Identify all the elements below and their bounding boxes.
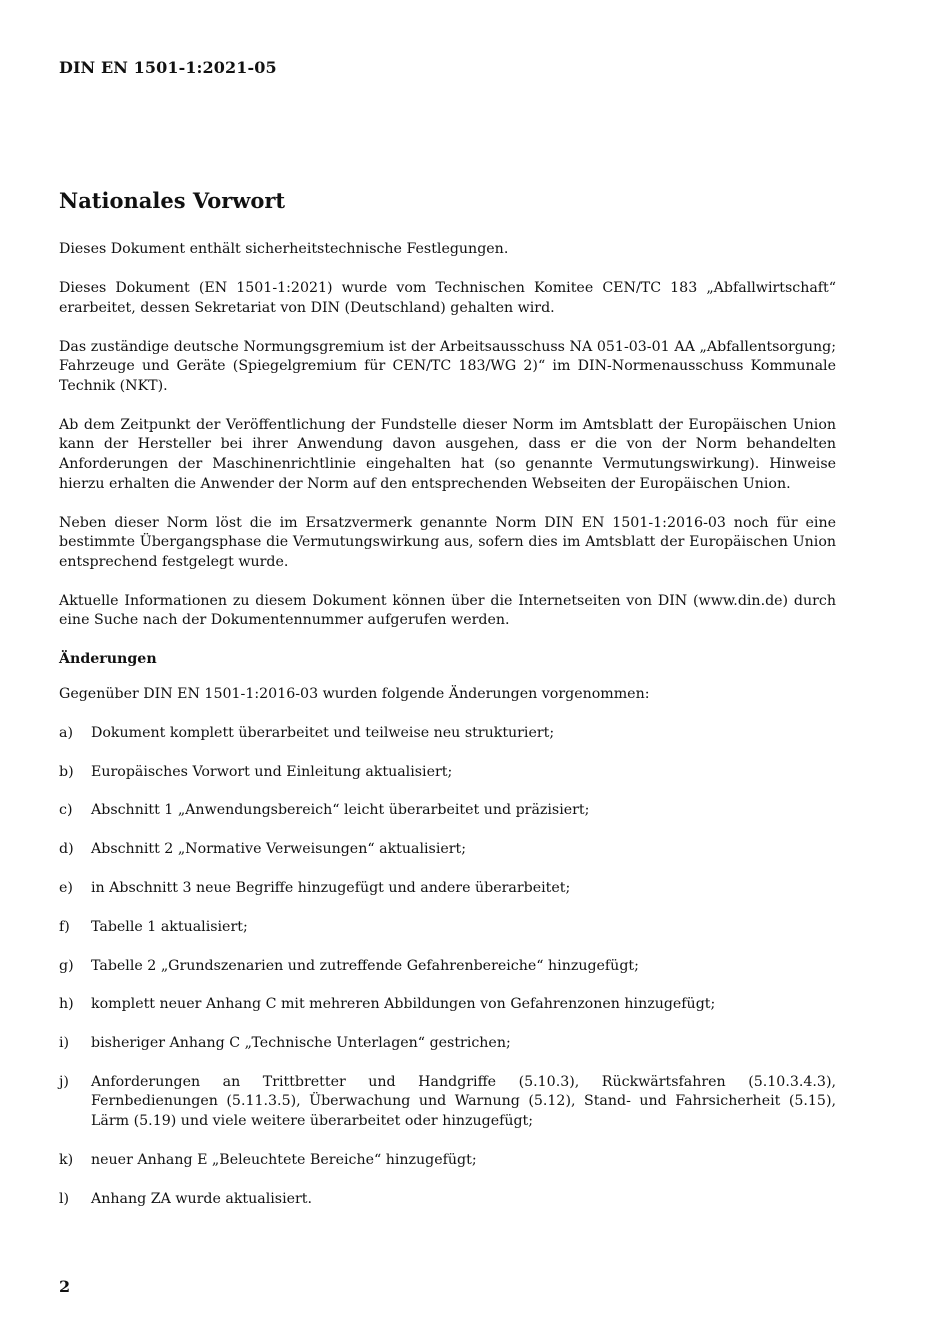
list-item-label: j) <box>59 1073 69 1090</box>
paragraph-committee: Dieses Dokument (EN 1501-1:2021) wurde vom Technischen Komitee CEN/TC 183 „Abfallwirtschaft“ erarbeitet, dessen Sekretariat von DIN (Deutschland) gehalten wird. <box>59 279 836 316</box>
list-item-text: Anhang ZA wurde aktualisiert. <box>91 1190 313 1207</box>
list-item-text: Abschnitt 2 „Normative Verweisungen“ aktualisiert; <box>91 841 467 858</box>
list-item-text: Tabelle 1 aktualisiert; <box>91 918 248 935</box>
list-item-text: in Abschnitt 3 neue Begriffe hinzugefügt und andere überarbeitet; <box>91 879 571 896</box>
list-item <box>59 1151 836 1171</box>
document-id-header: DIN EN 1501-1:2021-05 <box>59 58 277 77</box>
main-content <box>59 186 836 1228</box>
list-item-text: komplett neuer Anhang C mit mehreren Abbildungen von Gefahrenzonen hinzugefügt; <box>91 996 716 1013</box>
list-item-text: bisheriger Anhang C „Technische Unterlagen“ gestrichen; <box>91 1035 511 1052</box>
page-title: Nationales Vorwort <box>59 188 286 213</box>
list-item <box>59 1034 836 1054</box>
list-item-label: a) <box>59 724 73 741</box>
list-item <box>59 1073 836 1132</box>
list-item-label: h) <box>59 996 74 1013</box>
list-item-label: g) <box>59 957 74 974</box>
list-item-label: b) <box>59 763 74 780</box>
paragraph-information: Aktuelle Informationen zu diesem Dokument können über die Internetseiten von DIN (www.din.de) durch eine Suche nach der Dokumentennummer aufgerufen werden. <box>59 592 836 629</box>
list-item-text: neuer Anhang E „Beleuchtete Bereiche“ hinzugefügt; <box>91 1151 477 1168</box>
list-item <box>59 840 836 860</box>
list-item <box>59 724 836 744</box>
page-number: 2 <box>59 1277 71 1296</box>
paragraph-national-body: Das zuständige deutsche Normungsgremium ist der Arbeitsausschuss NA 051-03-01 AA „Abfallentsorgung; Fahrzeuge und Geräte (Spiegelgremium für CEN/TC 183/WG 2)“ im DIN-Normenausschuss Kommunale Technik (NKT). <box>59 338 836 394</box>
changes-intro: Gegenüber DIN EN 1501-1:2016-03 wurden folgende Änderungen vorgenommen: <box>59 685 650 702</box>
list-item <box>59 801 836 821</box>
list-item <box>59 1190 836 1210</box>
list-item-text: Tabelle 2 „Grundszenarien und zutreffende Gefahrenbereiche“ hinzugefügt; <box>91 957 639 974</box>
paragraph-presumption: Ab dem Zeitpunkt der Veröffentlichung der Fundstelle dieser Norm im Amtsblatt der Europäischen Union kann der Hersteller bei ihrer Anwendung davon ausgehen, dass er die von der Norm behandelten Anforderungen der Maschinenrichtlinie eingehalten hat (so genannte Vermutungswirkung). Hinweise hierzu erhalten die Anwender der Norm auf den entsprechenden Webseiten der Europäischen Union. <box>59 416 836 492</box>
changes-heading: Änderungen <box>59 651 157 668</box>
list-item-label: d) <box>59 841 74 858</box>
list-item-label: f) <box>59 918 70 935</box>
list-item-label: l) <box>59 1190 70 1207</box>
list-item-label: k) <box>59 1151 74 1168</box>
list-item <box>59 763 836 783</box>
list-item-label: c) <box>59 802 73 819</box>
list-item <box>59 957 836 977</box>
list-item-text: Anforderungen an Trittbretter und Handgriffe (5.10.3), Rückwärtsfahren (5.10.3.4.3), Fernbedienungen (5.11.3.5), Überwachung und Warnung (5.12), Stand- und Fahrsicherheit (5.15), Lärm (5.19) und viele weitere überarbeitet oder hinzugefügt; <box>91 1073 836 1130</box>
list-item-text: Dokument komplett überarbeitet und teilweise neu strukturiert; <box>91 724 555 741</box>
list-item-label: i) <box>59 1035 70 1052</box>
list-item-text: Europäisches Vorwort und Einleitung aktualisiert; <box>91 763 453 780</box>
paragraph-safety: Dieses Dokument enthält sicherheitstechnische Festlegungen. <box>59 241 509 257</box>
list-item <box>59 918 836 938</box>
list-item-label: e) <box>59 879 73 896</box>
list-item-text: Abschnitt 1 „Anwendungsbereich“ leicht überarbeitet und präzisiert; <box>91 802 590 819</box>
list-item <box>59 879 836 899</box>
list-item <box>59 995 836 1015</box>
paragraph-transition: Neben dieser Norm löst die im Ersatzvermerk genannte Norm DIN EN 1501-1:2016-03 noch für eine bestimmte Übergangsphase die Vermutungswirkung aus, sofern dies im Amtsblatt der Europäischen Union entsprechend festgelegt wurde. <box>59 514 836 570</box>
